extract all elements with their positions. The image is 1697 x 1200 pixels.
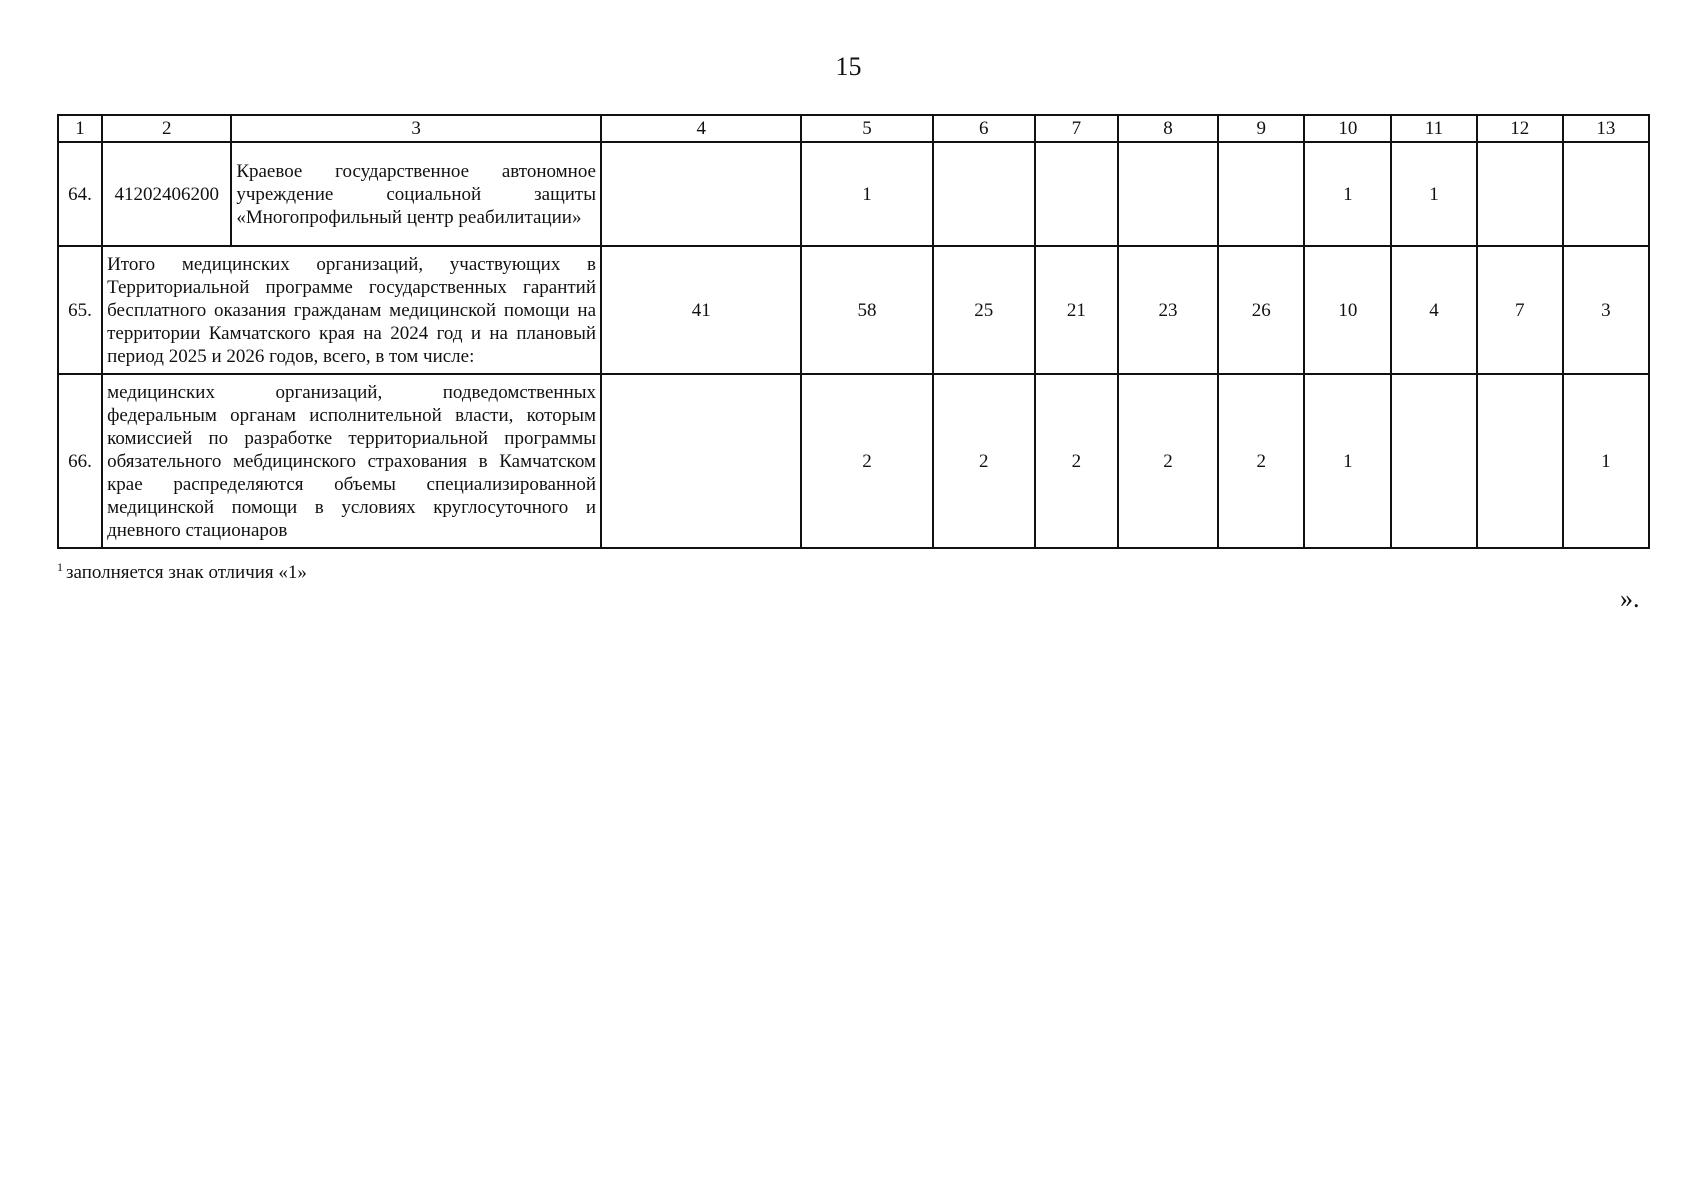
table-cell <box>1218 142 1304 246</box>
footnote-marker: 1 <box>57 560 63 574</box>
table-row <box>58 246 1649 374</box>
table-cell: 1 <box>1563 374 1649 548</box>
table-cell: 41 <box>601 246 801 374</box>
organization-name: Краевое государственное автономное учреждение социальной защиты «Многопрофильный центр реабилитации» <box>231 142 601 246</box>
row-number: 65. <box>58 246 102 374</box>
row-description: Итого медицинских организаций, участвующих в Территориальной программе государственных гарантий бесплатного оказания гражданам медицинской помощи на территории Камчатского края на 2024 год и на плановый период 2025 и 2026 годов, всего, в том числе: <box>102 246 601 374</box>
table-cell: 10 <box>1304 246 1391 374</box>
table-cell: 2 <box>933 374 1035 548</box>
footnote <box>57 556 307 584</box>
table-cell <box>1391 374 1476 548</box>
column-number: 13 <box>1563 115 1649 142</box>
table-cell <box>1477 142 1563 246</box>
column-number: 2 <box>102 115 231 142</box>
table-cell: 2 <box>1035 374 1118 548</box>
table-header-row <box>58 115 1649 142</box>
table-cell: 2 <box>801 374 932 548</box>
table-cell: 1 <box>801 142 932 246</box>
table-cell: 2 <box>1218 374 1304 548</box>
table-cell: 3 <box>1563 246 1649 374</box>
table-cell <box>601 142 801 246</box>
column-number: 1 <box>58 115 102 142</box>
table-cell: 1 <box>1391 142 1476 246</box>
table-cell <box>1035 142 1118 246</box>
column-number: 3 <box>231 115 601 142</box>
row-description: медицинских организаций, подведомственных федеральным органам исполнительной власти, которым комиссией по разработке территориальной программы обязательного мебдицинского страхования в Камчатском крае распределяются объемы специализированной медицинской помощи в условиях круглосуточного и дневного стационаров <box>102 374 601 548</box>
footnote-text: заполняется знак отличия «1» <box>66 562 307 583</box>
table-cell: 58 <box>801 246 932 374</box>
table-cell: 2 <box>1118 374 1218 548</box>
table-cell: 26 <box>1218 246 1304 374</box>
table-cell: 23 <box>1118 246 1218 374</box>
column-number: 6 <box>933 115 1035 142</box>
column-number: 4 <box>601 115 801 142</box>
table-row <box>58 374 1649 548</box>
column-number: 10 <box>1304 115 1391 142</box>
table-cell <box>1477 374 1563 548</box>
closing-quote-mark: ». <box>1620 584 1640 613</box>
row-number: 66. <box>58 374 102 548</box>
column-number: 5 <box>801 115 932 142</box>
column-number: 8 <box>1118 115 1218 142</box>
column-number: 7 <box>1035 115 1118 142</box>
row-number: 64. <box>58 142 102 246</box>
table-cell <box>601 374 801 548</box>
table-cell: 1 <box>1304 142 1391 246</box>
data-table <box>57 114 1650 549</box>
table-cell: 1 <box>1304 374 1391 548</box>
table-cell: 7 <box>1477 246 1563 374</box>
table-cell: 21 <box>1035 246 1118 374</box>
column-number: 9 <box>1218 115 1304 142</box>
table-cell: 25 <box>933 246 1035 374</box>
table-row <box>58 142 1649 246</box>
organization-code: 41202406200 <box>102 142 231 246</box>
table-cell <box>1563 142 1649 246</box>
table-cell <box>933 142 1035 246</box>
table-cell <box>1118 142 1218 246</box>
page-number: 15 <box>835 52 862 81</box>
column-number: 11 <box>1391 115 1476 142</box>
column-number: 12 <box>1477 115 1563 142</box>
table-cell: 4 <box>1391 246 1476 374</box>
